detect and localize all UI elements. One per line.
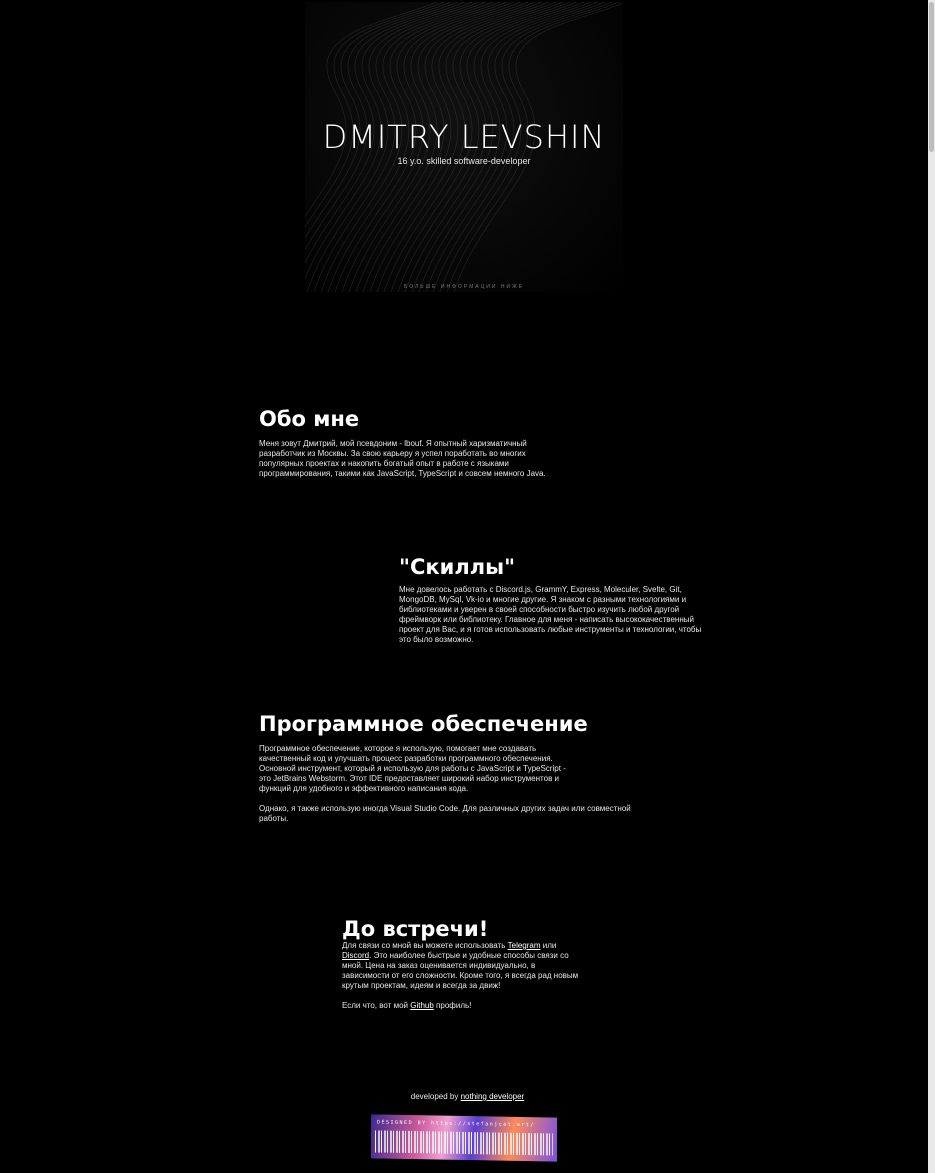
github-prefix: Если что, вот мой (342, 1001, 408, 1010)
about-heading: Обо мне (259, 407, 360, 431)
skills-section (399, 555, 704, 645)
skills-text: Мне довелось работать с Discord.js, GrammY, Express, Moleculer, Svelte, Git, MongoDB, MySql, Vk-io и многие другие. Я знаком с разными технологиями и библиотеками и уверен в своей способности быстро изучить любой другой фреймворк или библиотеку. Главное для меня - написать высококачественный проект для Вас, и я готов использовать любые инструменты и технологии, чтобы это было возможно. (399, 585, 702, 644)
hero-subtitle: 16 y.o. skilled software-developer (397, 156, 531, 166)
badge-text: DESIGNED BY https://stefanjcat.art/ (377, 1119, 535, 1129)
software-section (259, 712, 659, 824)
about-text: Меня зовут Дмитрий, мой псевдоним - lbouf. Я опытный харизматичный разработчик из Москвы. За свою карьеру я успел поработать во многих популярных проектах и накопить богатый опыт в работе с языками программирования, такими как JavaScript, TypeScript и совсем немного Java. (259, 439, 546, 478)
barcode-graphic (375, 1130, 553, 1155)
contact-or: или (542, 941, 557, 950)
page-scrollbar[interactable] (928, 0, 935, 1173)
designer-badge[interactable] (371, 1114, 557, 1161)
software-text-extra: Однако, я также использую иногда Visual Studio Code. Для различных других задач или совместной работы. (259, 804, 631, 823)
contact-heading: До встречи! (342, 917, 489, 941)
contact-rest: . Это наиболее быстрые и удобные способы связи со мной. Цена на заказ оценивается индивидуально, в зависимости от его сложности. Кроме того, я всегда рад новым крутым проектам, идеям и всегда за движ! (342, 951, 579, 990)
footer-prefix: developed by (410, 1092, 459, 1101)
footer-credit (0, 1092, 935, 1101)
developer-link[interactable]: nothing developer (460, 1092, 525, 1101)
hero-title: DMITRY LEVSHIN (322, 118, 606, 156)
contact-section (342, 917, 587, 1011)
github-suffix: профиль! (436, 1001, 472, 1010)
scroll-hint: БОЛЬШЕ ИНФОРМАЦИИ НИЖЕ (403, 284, 525, 290)
discord-link[interactable]: Discord (342, 951, 370, 960)
hero-banner (305, 2, 623, 292)
scrollbar-thumb[interactable] (929, 2, 934, 152)
github-line (342, 1001, 587, 1011)
skills-heading: "Скиллы" (399, 555, 516, 579)
about-section (259, 407, 579, 479)
github-link[interactable]: Github (410, 1001, 434, 1010)
contact-intro: Для связи со мной вы можете использовать (342, 941, 506, 950)
software-heading: Программное обеспечение (259, 712, 588, 736)
contact-text (342, 941, 584, 991)
telegram-link[interactable]: Telegram (507, 941, 541, 950)
software-text: Программное обеспечение, которое я использую, помогает мне создавать качественный код и улучшать процесс разработки программного обеспечения. Основной инструмент, который я использую для работы с JavaScript и TypeScript - это JetBrains Webstorm. Этот IDE предоставляет широкий набор инструментов и функций для удобного и эффективного написания кода. (259, 744, 566, 793)
